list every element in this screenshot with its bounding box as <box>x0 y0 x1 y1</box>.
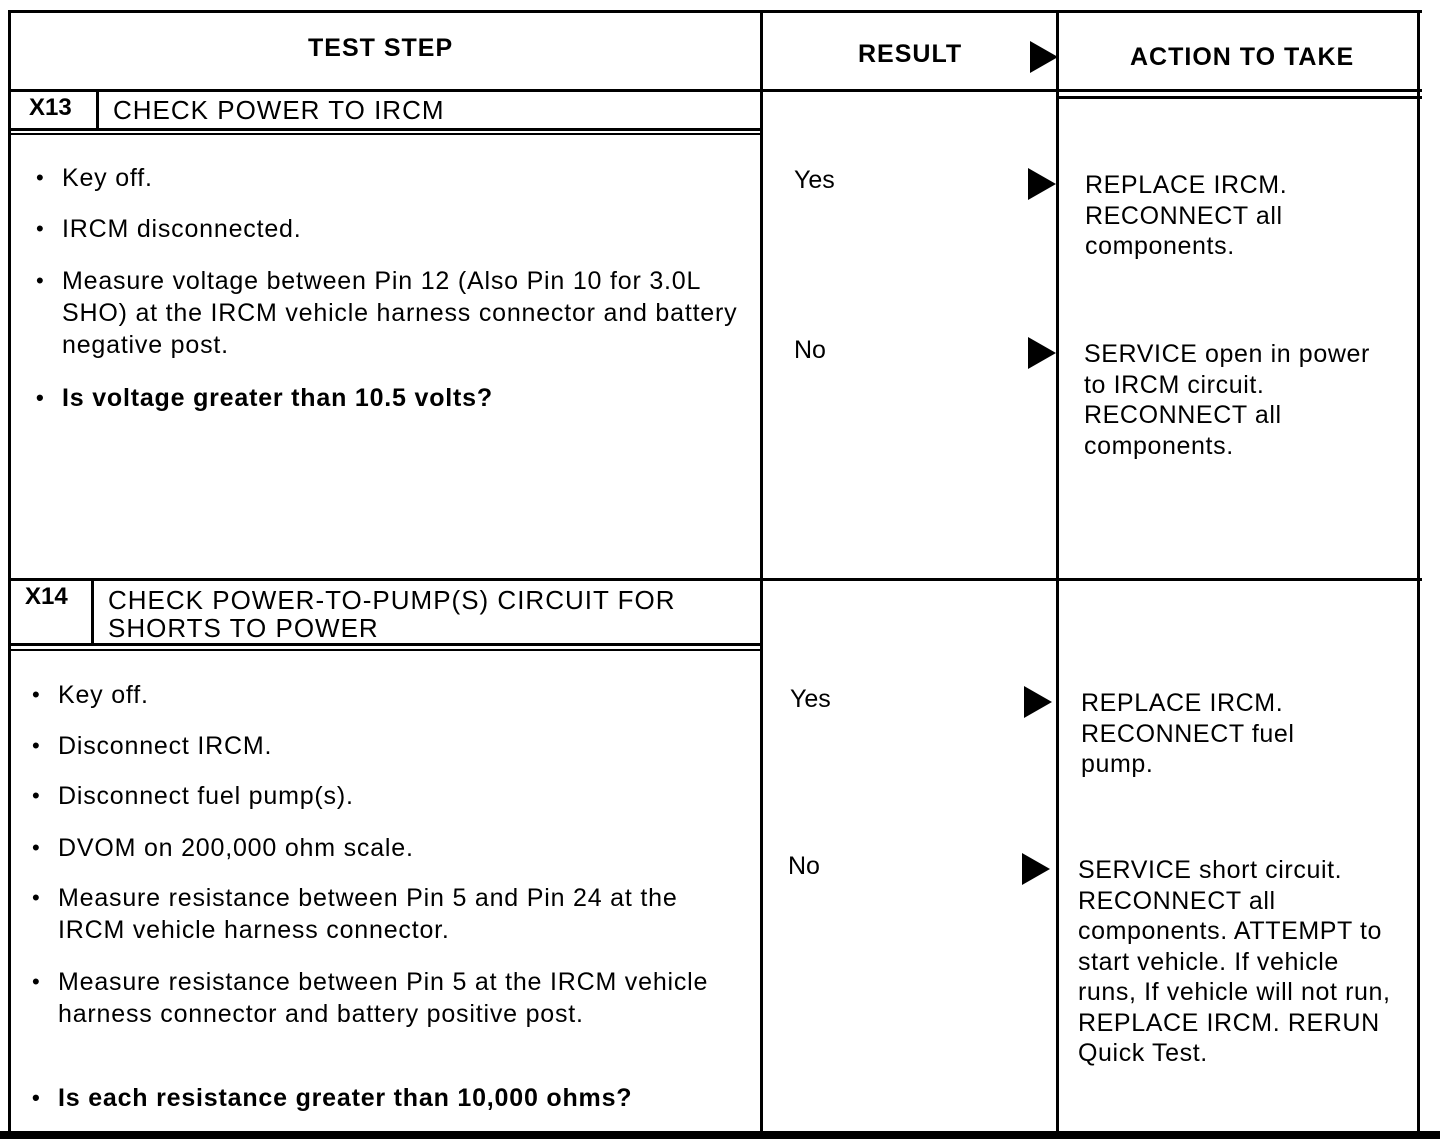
header-divider <box>8 89 1422 92</box>
step-title-x13: CHECK POWER TO IRCM <box>113 95 445 125</box>
x14-result-yes: Yes <box>790 685 831 713</box>
x14-bullet-disconnect-ircm: • Disconnect IRCM. <box>32 730 758 762</box>
x14-bullet-disconnect-pumps: • Disconnect fuel pump(s). <box>32 780 758 812</box>
x14-result-no: No <box>788 852 820 880</box>
x14-no-arrow-icon <box>1022 853 1050 885</box>
x13-result-yes: Yes <box>794 166 835 194</box>
header-result: RESULT <box>858 40 963 68</box>
table-border-right <box>1417 12 1420 1135</box>
x13-no-arrow-icon <box>1028 337 1056 369</box>
x13-bullet-question: • Is voltage greater than 10.5 volts? <box>36 382 762 414</box>
x14-id-divider <box>91 580 94 644</box>
x13-result-no: No <box>794 336 826 364</box>
x13-id-divider <box>96 90 99 130</box>
x13-action-yes: REPLACE IRCM. RECONNECT all components. <box>1085 171 1288 260</box>
x13-bullet-measure-voltage: • Measure voltage between Pin 12 (Also Pin 10 for 3.0L SHO) at the IRCM vehicle harness connector and battery negative post. <box>36 265 754 361</box>
x14-bullet-measure-pin5-battery: • Measure resistance between Pin 5 at the IRCM vehicle harness connector and battery positive post. <box>32 966 718 1030</box>
x13-action-no: SERVICE open in power to IRCM circuit. RECONNECT all components. <box>1084 340 1370 460</box>
section-divider <box>8 578 1422 581</box>
x14-title-underline-2 <box>8 649 763 651</box>
header-arrow-icon <box>1030 41 1058 73</box>
x13-yes-arrow-icon <box>1028 168 1056 200</box>
header-divider-right <box>1056 96 1422 99</box>
step-id-x13: X13 <box>29 94 72 121</box>
x13-bullet-key-off: • Key off. <box>36 162 762 194</box>
x14-bullet-key-off: • Key off. <box>32 679 758 711</box>
column-divider-action <box>1056 10 1059 1134</box>
x13-title-underline-2 <box>8 133 763 135</box>
step-title-x14: CHECK POWER-TO-PUMP(S) CIRCUIT FOR SHORTS TO POWER <box>108 585 676 643</box>
x14-action-no: SERVICE short circuit. RECONNECT all components. ATTEMPT to start vehicle. If vehicle runs, If vehicle will not run, REPLACE IRCM. RERUN Quick Test. <box>1078 856 1391 1067</box>
header-test-step: TEST STEP <box>308 34 454 62</box>
x13-title-underline <box>8 128 763 131</box>
x14-bullet-dvom: • DVOM on 200,000 ohm scale. <box>32 832 758 864</box>
x14-bullet-measure-pin5-pin24: • Measure resistance between Pin 5 and Pin 24 at the IRCM vehicle harness connector. <box>32 882 740 946</box>
x14-title-underline <box>8 643 763 646</box>
header-action: ACTION TO TAKE <box>1130 43 1355 71</box>
table-border-top <box>8 10 1422 13</box>
x14-bullet-question: • Is each resistance greater than 10,000 ohms? <box>32 1082 773 1114</box>
table-border-bottom <box>0 1131 1440 1139</box>
step-id-x14: X14 <box>25 583 68 610</box>
x13-bullet-ircm-disconnected: • IRCM disconnected. <box>36 213 762 245</box>
x14-yes-arrow-icon <box>1024 686 1052 718</box>
x14-action-yes: REPLACE IRCM. RECONNECT fuel pump. <box>1081 689 1295 778</box>
table-border-left <box>8 10 11 1135</box>
